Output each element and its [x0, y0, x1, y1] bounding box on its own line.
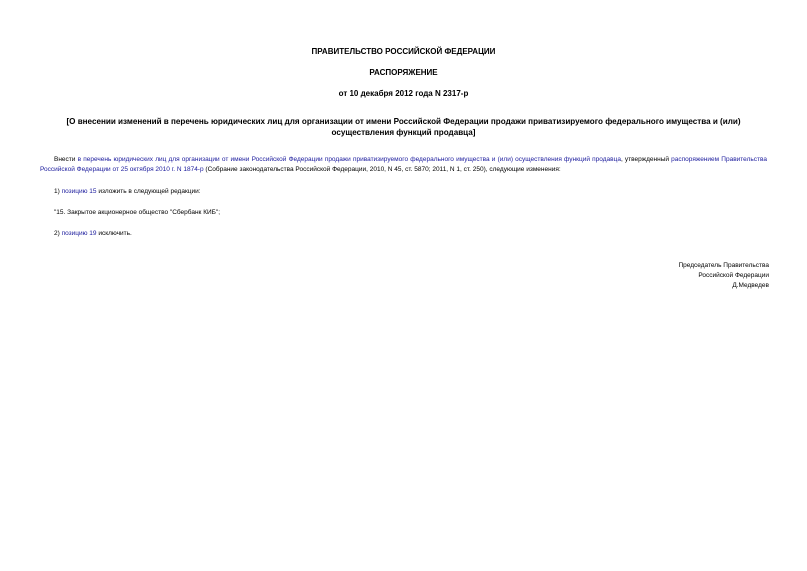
paragraph-middle: , утвержденный: [620, 156, 672, 163]
item-1-text: изложить в следующей редакции:: [96, 188, 201, 195]
quoted-position-text: "15. Закрытое акционерное общество "Сбербанк КИБ";: [54, 209, 221, 216]
document-date-number: от 10 декабря 2012 года N 2317-р: [338, 89, 469, 98]
link-position-15[interactable]: позицию 15: [61, 188, 97, 195]
document-title: [О внесении изменений в перечень юридических лиц для организации от имени Российской Федерации продажи приватизируемого федерального имущества и (или) осуществления функций продавца]: [66, 117, 741, 137]
government-heading: ПРАВИТЕЛЬСТВО РОССИЙСКОЙ ФЕДЕРАЦИИ: [311, 47, 496, 56]
signature-name: Д.Медведев: [732, 282, 769, 289]
document-kind-heading: РАСПОРЯЖЕНИЕ: [369, 68, 438, 77]
item-1-number: 1): [54, 188, 62, 195]
signature-country: Российской Федерации: [698, 272, 769, 279]
paragraph-suffix: (Собрание законодательства Российской Федерации, 2010, N 45, ст. 5870; 2011, N 1, ст. 250), следующие изменения:: [203, 166, 561, 173]
paragraph-prefix: Внести: [54, 156, 78, 163]
link-legal-entities-list[interactable]: в перечень юридических лиц для организации от имени Российской Федерации продажи приватизируемого федерального имущества и (или) осуществления функций продавца: [77, 156, 621, 163]
link-order-1874[interactable]: распоряжением Правительства Российской Федерации от 25 октября 2010 г. N 1874-р: [40, 156, 767, 173]
item-2-number: 2): [54, 230, 62, 237]
main-paragraph: [40, 155, 767, 175]
list-item-1: [54, 187, 754, 197]
item-2-text: исключить.: [96, 230, 132, 237]
list-item-2: [54, 229, 754, 239]
signature-position: Председатель Правительства: [678, 262, 769, 269]
link-position-19[interactable]: позицию 19: [61, 230, 97, 237]
